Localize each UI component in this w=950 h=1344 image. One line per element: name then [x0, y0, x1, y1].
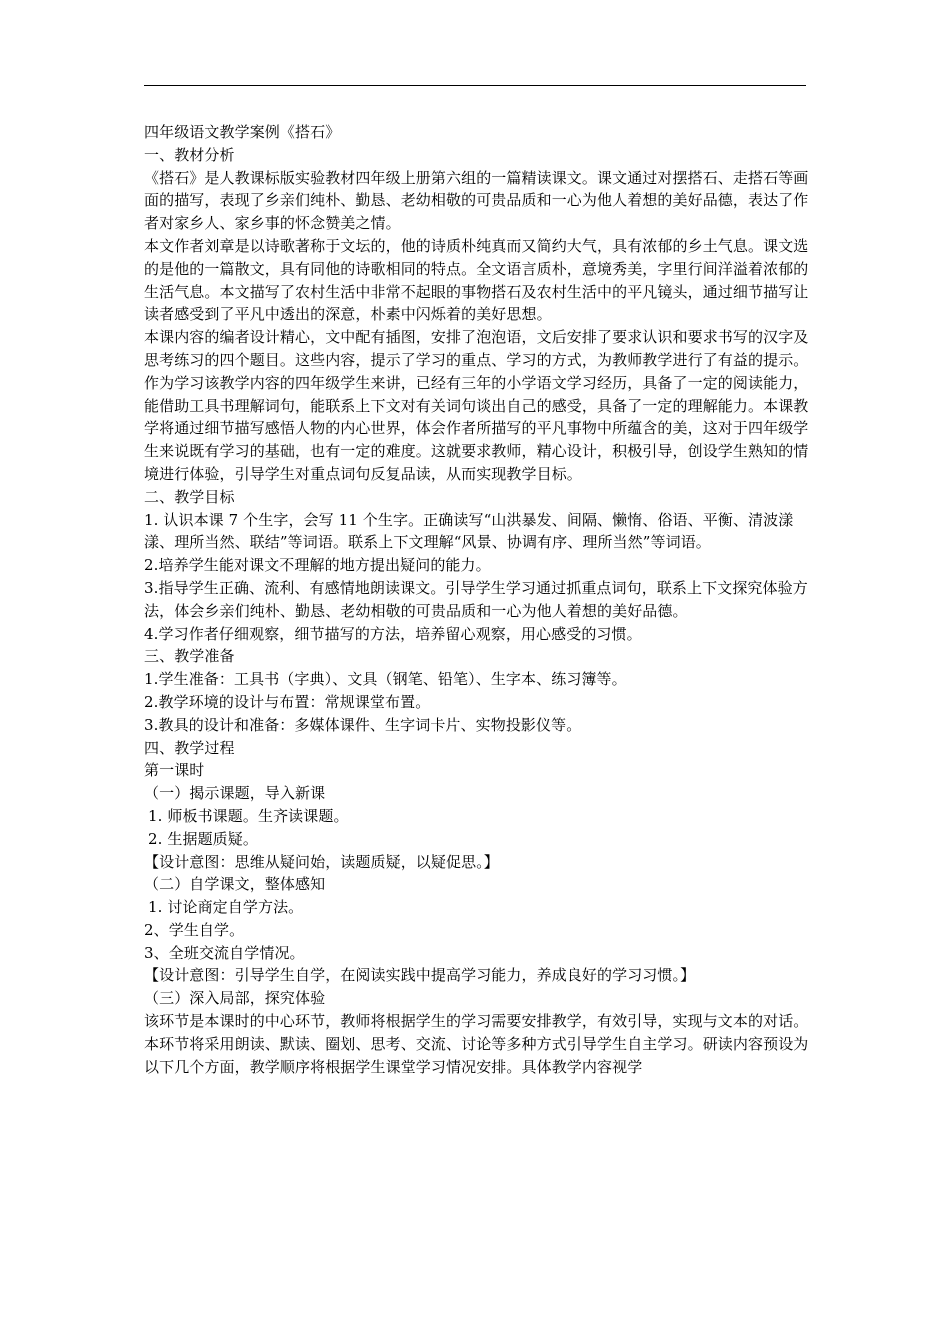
list-item: 3、全班交流自学情况。 [144, 943, 305, 962]
document-title: 四年级语文教学案例《搭石》 [144, 123, 341, 141]
list-item: 2.教学环境的设计与布置：常规课堂布置。 [144, 692, 431, 711]
design-intent-note: 【设计意图：引导学生自学，在阅读实践中提高学习能力，养成良好的学习习惯。】 [144, 966, 696, 985]
list-item: 1.学生准备：工具书（字典）、文具（钢笔、铅笔）、生字本、练习簿等。 [144, 670, 627, 689]
list-item: 1. 师板书课题。生齐读课题。 [148, 806, 349, 825]
list-item: 3.教具的设计和准备：多媒体课件、生字词卡片、实物投影仪等。 [144, 715, 582, 734]
document-body [144, 121, 812, 1078]
list-item: 1. 认识本课 7 个生字，会写 11 个生字。正确读写“山洪暴发、间隔、懒惰、俗语、平衡、清波漾漾、理所当然、联结”等词语。联系上下文理解“风景、协调有序、理所当然”等词语。 [144, 510, 794, 552]
section-heading: 一、教材分析 [144, 145, 235, 164]
paragraph: 本文作者刘章是以诗歌著称于文坛的，他的诗质朴纯真而又简约大气，具有浓郁的乡土气息。课文选的是他的一篇散文，具有同他的诗歌相同的特点。全文语言质朴，意境秀美，字里行间洋溢着浓郁的生活气息。本文描写了农村生活中非常不起眼的事物搭石及农村生活中的平凡镜头，通过细节描写让读者感受到了平凡中透出的深意，朴素中闪烁着的美好思想。 [144, 236, 809, 324]
paragraph: 作为学习该教学内容的四年级学生来讲，已经有三年的小学语文学习经历，具备了一定的阅读能力，能借助工具书理解词句，能联系上下文对有关词句谈出自己的感受，具备了一定的理解能力。本课教学将通过细节描写感悟人物的内心世界，体会作者所描写的平凡事物中所蕴含的美，这对于四年级学生来说既有学习的基础，也有一定的难度。这就要求教师，精心设计，积极引导，创设学生熟知的情境进行体验，引导学生对重点词句反复品读，从而实现教学目标。 [144, 373, 809, 483]
list-item: 2.培养学生能对课文不理解的地方提出疑问的能力。 [144, 556, 491, 575]
section-heading: 二、教学目标 [144, 487, 235, 506]
step-heading: （二）自学课文，整体感知 [144, 875, 326, 894]
header-rule [144, 85, 806, 86]
paragraph: 《搭石》是人教课标版实验教材四年级上册第六组的一篇精读课文。课文通过对摆搭石、走搭石等画面的描写，表现了乡亲们纯朴、勤恳、老幼相敬的可贵品质和一心为他人着想的美好品德，表达了作者对家乡人、家乡事的怀念赞美之情。 [144, 168, 809, 233]
step-heading: （三）深入局部，探究体验 [144, 989, 326, 1008]
list-item: 2. 生据题质疑。 [148, 829, 258, 848]
section-heading: 四、教学过程 [144, 738, 235, 757]
list-item: 1. 讨论商定自学方法。 [148, 898, 304, 917]
design-intent-note: 【设计意图：思维从疑问始，读题质疑，以疑促思。】 [144, 852, 499, 871]
paragraph: 本课内容的编者设计精心，文中配有插图，安排了泡泡语，文后安排了要求认识和要求书写的汉字及思考练习的四个题目。这些内容，提示了学习的重点、学习的方式，为教师教学进行了有益的提示。 [144, 328, 809, 369]
list-item: 4.学习作者仔细观察，细节描写的方法，培养留心观察，用心感受的习惯。 [144, 624, 642, 643]
list-item: 3.指导学生正确、流利、有感情地朗读课文。引导学生学习通过抓重点词句，联系上下文探究体验方法，体会乡亲们纯朴、勤恳、老幼相敬的可贵品质和一心为他人着想的美好品德。 [144, 578, 808, 620]
list-item: 2、学生自学。 [144, 920, 245, 939]
step-heading: （一）揭示课题，导入新课 [144, 784, 326, 803]
subsection-heading: 第一课时 [144, 761, 205, 780]
paragraph: 该环节是本课时的中心环节，教师将根据学生的学习需要安排教学，有效引导，实现与文本的对话。本环节将采用朗读、默读、圈划、思考、交流、讨论等多种方式引导学生自主学习。研读内容预设为以下几个方面，教学顺序将根据学生课堂学习情况安排。具体教学内容视学 [144, 1012, 809, 1076]
section-heading: 三、教学准备 [144, 647, 235, 666]
